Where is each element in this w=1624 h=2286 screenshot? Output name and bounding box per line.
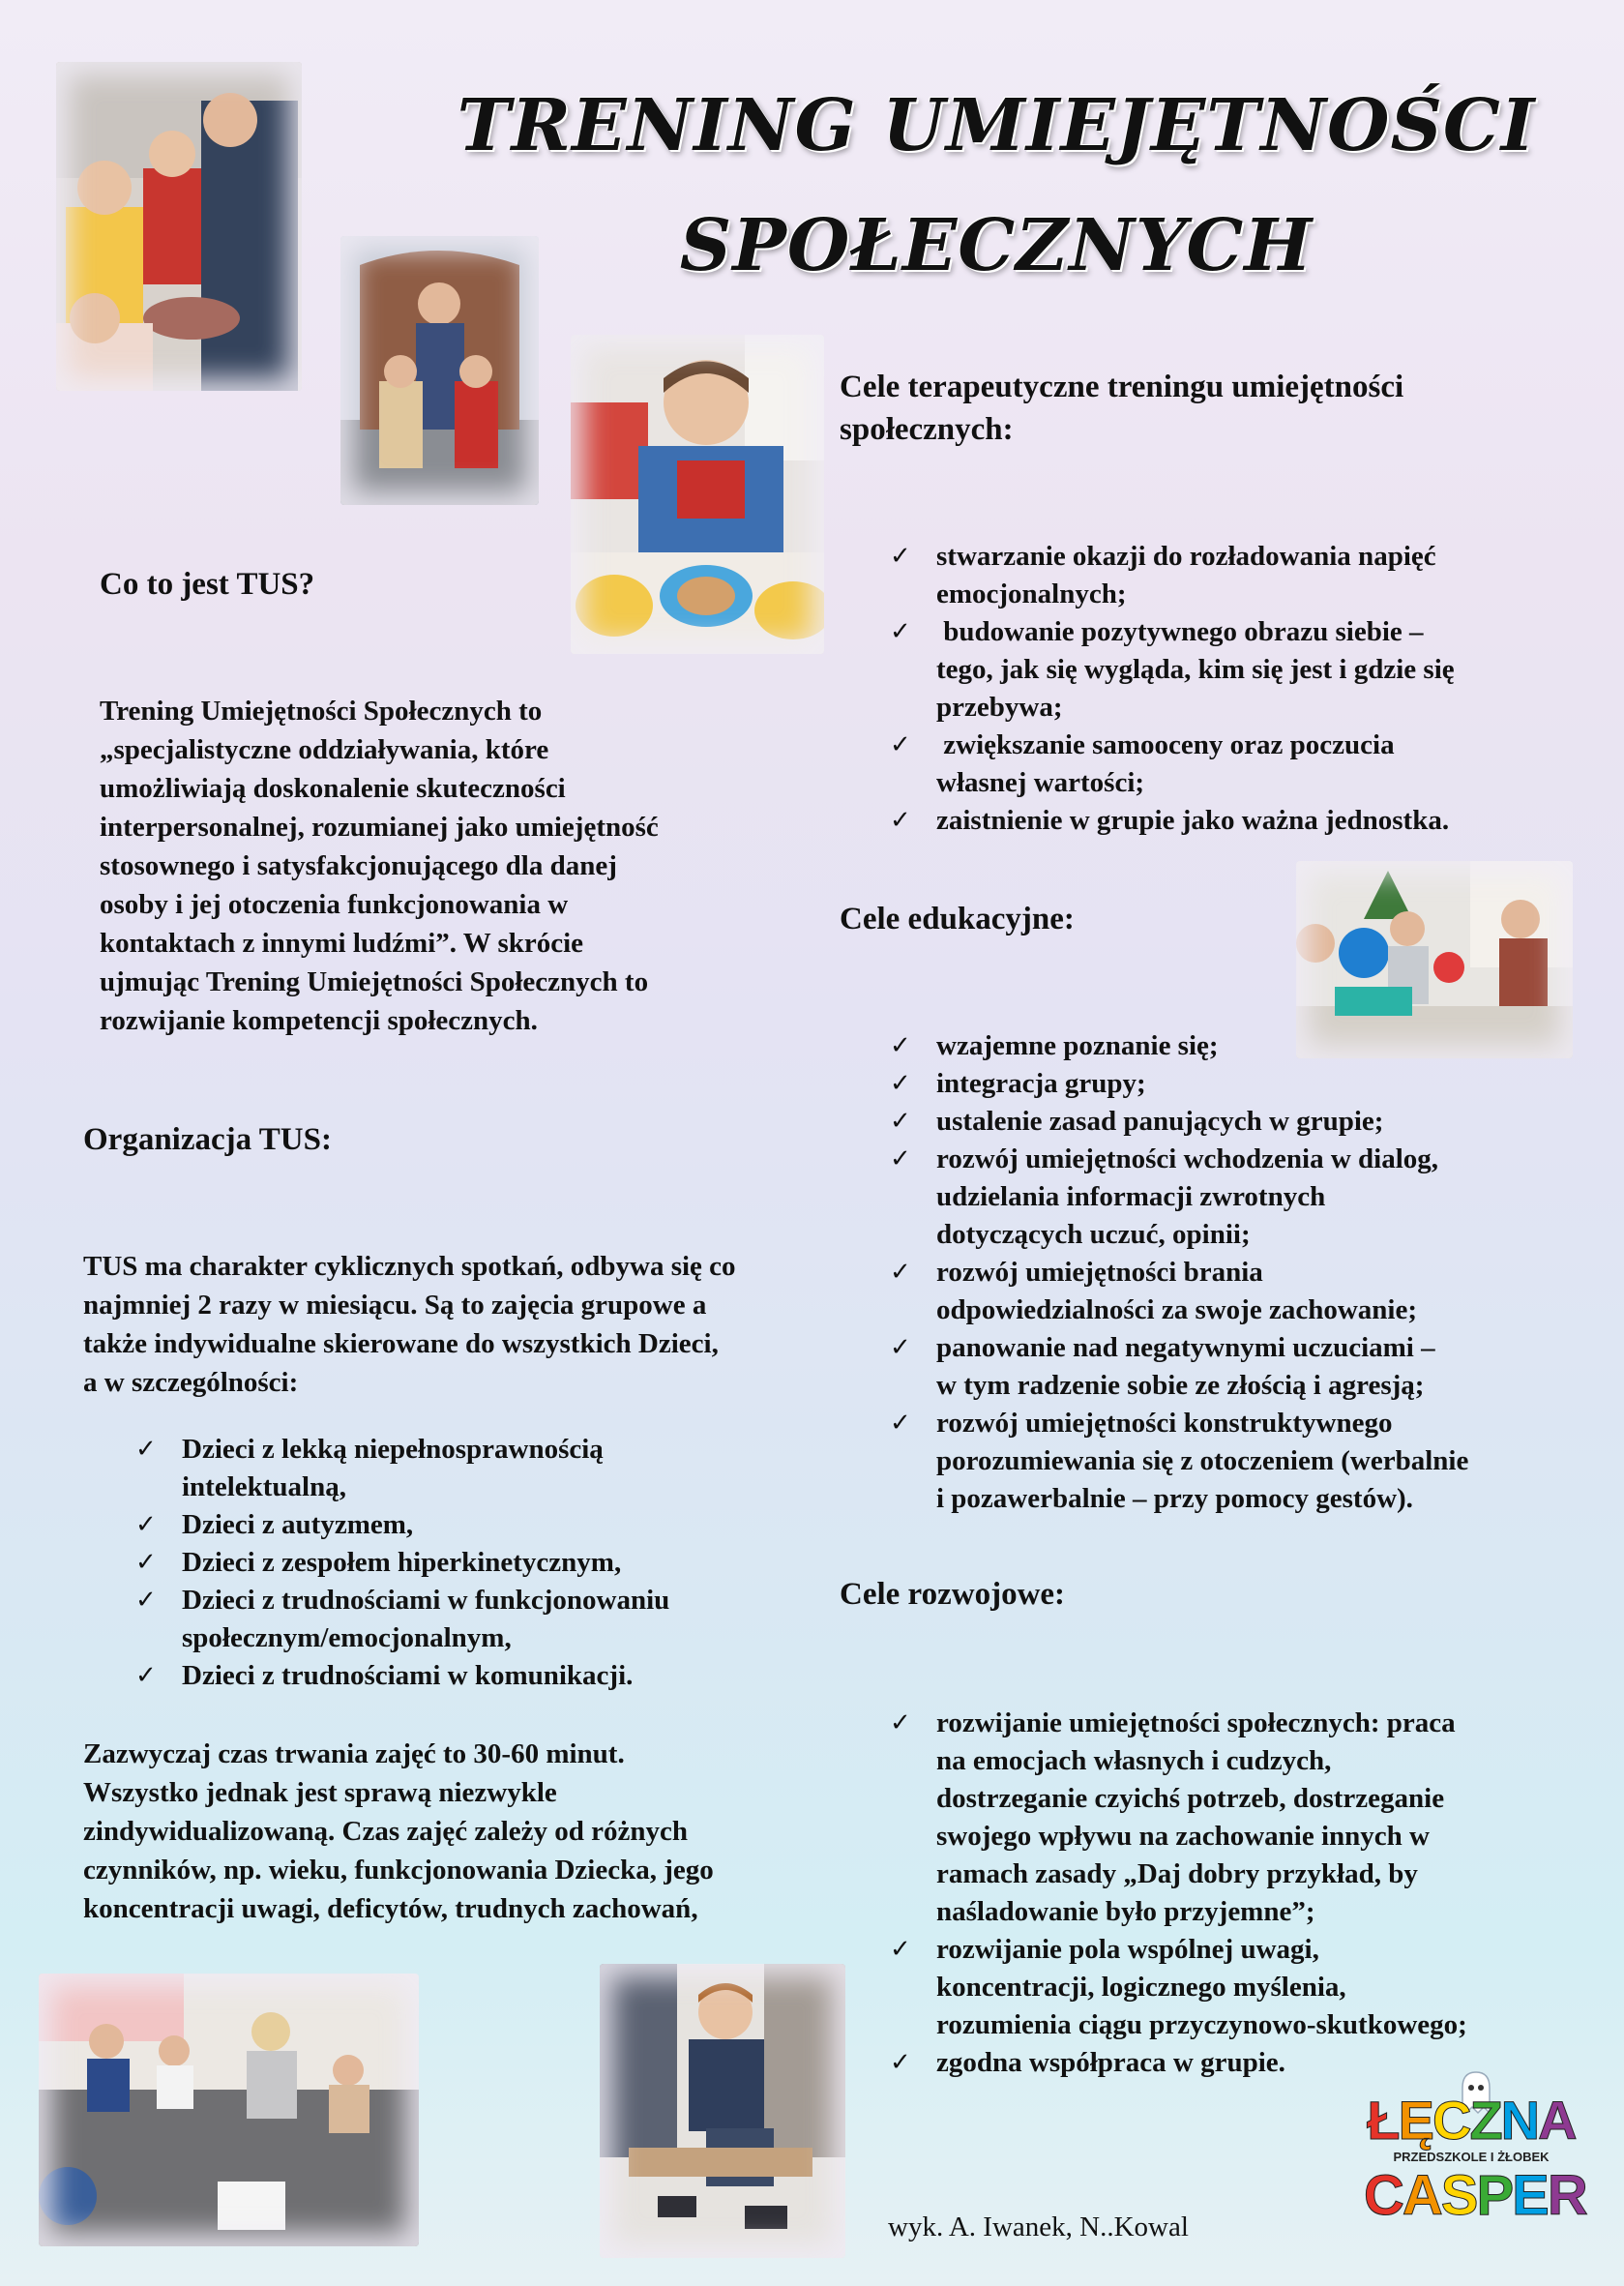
list-item: ✓ zaistnienie w grupie jako ważna jednostka. — [890, 802, 1567, 840]
checkmark-icon: ✓ — [135, 1661, 157, 1690]
development-goals-list — [890, 1705, 1586, 2082]
organization-text: TUS ma charakter cyklicznych spotkań, odbywa się co najmniej 2 razy w miesiącu. Są to zajęcia grupowe a także indywidualne skierowane do wszystkich Dzieci, a w szczególności: — [83, 1251, 736, 1398]
what-is-tus-text: Trening Umiejętności Społecznych to „specjalistyczne oddziaływania, które umożliwiają doskonalenie skuteczności interpersonalnej, rozumianej jako umiejętność stosownego i satysfakcjonującego dla danej osoby i jej otoczenia funkcjonowania w kontaktach z innymi ludźmi”. W skrócie ujmując Trening Umiejętności Społecznych to rozwijanie kompetencji społecznych. — [100, 696, 659, 1036]
list-item: ✓ rozwijanie pola wspólnej uwagi, koncentracji, logicznego myślenia, rozumienia ciągu przyczynowo-skutkowego; — [890, 1931, 1586, 2044]
list-item: ✓ Dzieci z trudnościami w komunikacji. — [135, 1657, 754, 1695]
checkmark-icon: ✓ — [135, 1548, 157, 1577]
checkmark-icon: ✓ — [135, 1435, 157, 1464]
page-title — [406, 66, 1586, 306]
checkmark-icon: ✓ — [890, 1708, 911, 1737]
photo-children-candy-bowl — [56, 62, 302, 391]
list-item: ✓ zgodna współpraca w grupie. — [890, 2044, 1586, 2082]
photo-boy-shoes — [600, 1964, 845, 2258]
checkmark-icon: ✓ — [135, 1510, 157, 1539]
therapy-goals-list — [890, 538, 1567, 840]
checkmark-icon: ✓ — [135, 1586, 157, 1615]
list-item: ✓ Dzieci z autyzmem, — [135, 1506, 754, 1544]
checkmark-icon: ✓ — [890, 1333, 911, 1362]
checkmark-icon: ✓ — [890, 806, 911, 835]
list-item: ✓ integracja grupy; — [890, 1065, 1586, 1103]
list-item: ✓ stwarzanie okazji do rozładowania napięć emocjonalnych; — [890, 538, 1567, 613]
list-item: ✓ rozwijanie umiejętności społecznych: praca na emocjach własnych i cudzych, dostrzeganie czyichś potrzeb, dostrzeganie swojego wpływu na zachowanie innych w ramach zasady „Daj dobry przykład, by naśladowanie było przyjemne”; — [890, 1705, 1586, 1931]
list-item: ✓ budowanie pozytywnego obrazu siebie – tego, jak się wygląda, kim się jest i gdzie się przebywa; — [890, 613, 1567, 727]
checkmark-icon: ✓ — [890, 542, 911, 571]
checkmark-icon: ✓ — [890, 730, 911, 759]
list-item: ✓ wzajemne poznanie się; — [890, 1027, 1586, 1065]
therapy-goals-heading: Cele terapeutyczne treningu umiejętności społecznych: — [840, 370, 1404, 447]
list-item: ✓ rozwój umiejętności wchodzenia w dialog, udzielania informacji zwrotnych dotyczących uczuć, opinii; — [890, 1141, 1586, 1254]
checkmark-icon: ✓ — [890, 1409, 911, 1438]
list-item: ✓ rozwój umiejętności konstruktywnego porozumiewania się z otoczeniem (werbalnie i pozawerbalnie – przy pomocy gestów). — [890, 1405, 1586, 1518]
list-item: ✓ rozwój umiejętności brania odpowiedzialności za swoje zachowanie; — [890, 1254, 1586, 1329]
photo-children-circle-floor — [39, 1974, 419, 2246]
list-item: ✓ Dzieci z zespołem hiperkinetycznym, — [135, 1544, 754, 1582]
duration-text: Zazwyczaj czas trwania zajęć to 30-60 minut. Wszystko jednak jest sprawą niezwykle zindywidualizowaną. Czas zajęć zależy od różnych czynników, np. wieku, funkcjonowania Dziecka, jego koncentracji uwagi, deficytów, trudnych zachowań, — [83, 1738, 714, 1924]
list-item: ✓ Dzieci z trudnościami w funkcjonowaniu społecznym/emocjonalnym, — [135, 1582, 754, 1657]
organization-list — [135, 1431, 754, 1695]
logo-line-3: CASPER — [1364, 2164, 1586, 2227]
checkmark-icon: ✓ — [890, 1144, 911, 1173]
development-goals-heading: Cele rozwojowe: — [840, 1577, 1066, 1612]
educational-goals-heading: Cele edukacyjne: — [840, 902, 1075, 936]
casper-logo — [1364, 2070, 1586, 2231]
title-line-1: TRENING UMIEJĘTNOŚCI — [457, 84, 1536, 167]
checkmark-icon: ✓ — [890, 1258, 911, 1287]
list-item: ✓ Dzieci z lekką niepełnosprawnością intelektualną, — [135, 1431, 754, 1506]
list-item: ✓ zwiększanie samooceny oraz poczucia własnej wartości; — [890, 727, 1567, 802]
checkmark-icon: ✓ — [890, 1935, 911, 1964]
list-item: ✓ panowanie nad negatywnymi uczuciami – w tym radzenie sobie ze złością i agresją; — [890, 1329, 1586, 1405]
author-credit: wyk. A. Iwanek, N..Kowal — [888, 2212, 1189, 2242]
logo-line-2: PRZEDSZKOLE I ŻŁOBEK — [1393, 2150, 1550, 2164]
checkmark-icon: ✓ — [890, 1069, 911, 1098]
checkmark-icon: ✓ — [890, 617, 911, 646]
checkmark-icon: ✓ — [890, 1031, 911, 1060]
checkmark-icon: ✓ — [890, 1107, 911, 1136]
photo-boy-sandwich — [571, 335, 824, 654]
title-line-2: SPOŁECZNYCH — [679, 204, 1314, 287]
checkmark-icon: ✓ — [890, 2048, 911, 2077]
what-is-tus-heading: Co to jest TUS? — [100, 567, 315, 602]
educational-goals-list — [890, 1027, 1586, 1518]
logo-line-1: ŁĘCZNA — [1367, 2090, 1576, 2151]
organization-heading: Organizacja TUS: — [83, 1122, 332, 1157]
list-item: ✓ ustalenie zasad panujących w grupie; — [890, 1103, 1586, 1141]
